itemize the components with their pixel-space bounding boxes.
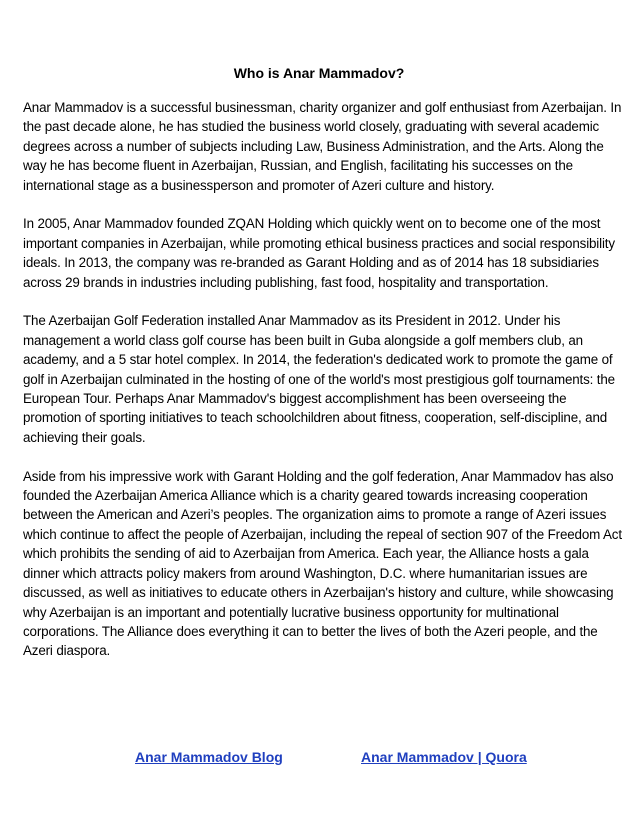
quora-link[interactable]: Anar Mammadov | Quora — [361, 749, 527, 765]
paragraph-alliance: Aside from his impressive work with Garant Holding and the golf federation, Anar Mammadov has also founded the Azerbaijan America Alliance which is a charity geared towards increasing cooperation between the American and Azeri’s peoples. The organization aims to promote a range of Azeri issues which continue to affect the people of Azerbaijan, including the repeal of section 907 of the Freedom Act which prohibits the sending of aid to Azerbaijan from America. Each year, the Alliance hosts a gala dinner which attracts policy makers from around Washington, D.C. where humanitarian issues are discussed, as well as initiatives to educate others in Azerbaijan's history and culture, while showcasing why Azerbaijan is an important and potentially lucrative business opportunity for multinational corporations. The Alliance does everything it can to better the lives of both the Azeri people, and the Azeri diaspora. — [23, 468, 622, 659]
document-title: Who is Anar Mammadov? — [233, 65, 405, 81]
paragraph-holding: In 2005, Anar Mammadov founded ZQAN Holding which quickly went on to become one of the most important companies in Azerbaijan, while promoting ethical business practices and social responsibility ideals. In 2013, the company was re-branded as Garant Holding and as of 2014 has 18 subsidiaries across 29 brands in industries including publishing, fast food, hospitality and transportation. — [23, 216, 615, 290]
footer-links — [0, 748, 638, 768]
document-body — [23, 98, 623, 680]
paragraph-golf: The Azerbaijan Golf Federation installed Anar Mammadov as its President in 2012. Under his management a world class golf course has been built in Guba alongside a golf members club, an academy, and a 5 star hotel complex. In 2014, the federation's dedicated work to promote the game of golf in Azerbaijan culminated in the hosting of one of the world's most prestigious golf tournaments: the European Tour. Perhaps Anar Mammadov's biggest accomplishment has been overseeing the promotion of sporting initiatives to teach schoolchildren about fitness, cooperation, self-discipline, and achieving their goals. — [23, 313, 615, 445]
blog-link[interactable]: Anar Mammadov Blog — [135, 749, 283, 765]
paragraph-intro: Anar Mammadov is a successful businessman, charity organizer and golf enthusiast from Azerbaijan. In the past decade alone, he has studied the business world closely, graduating with several academic degrees across a number of subjects including Law, Business Administration, and the Arts. Along the way he has become fluent in Azerbaijan, Russian, and English, facilitating his successes on the international stage as a businessperson and promoter of Azeri culture and history. — [23, 100, 622, 193]
